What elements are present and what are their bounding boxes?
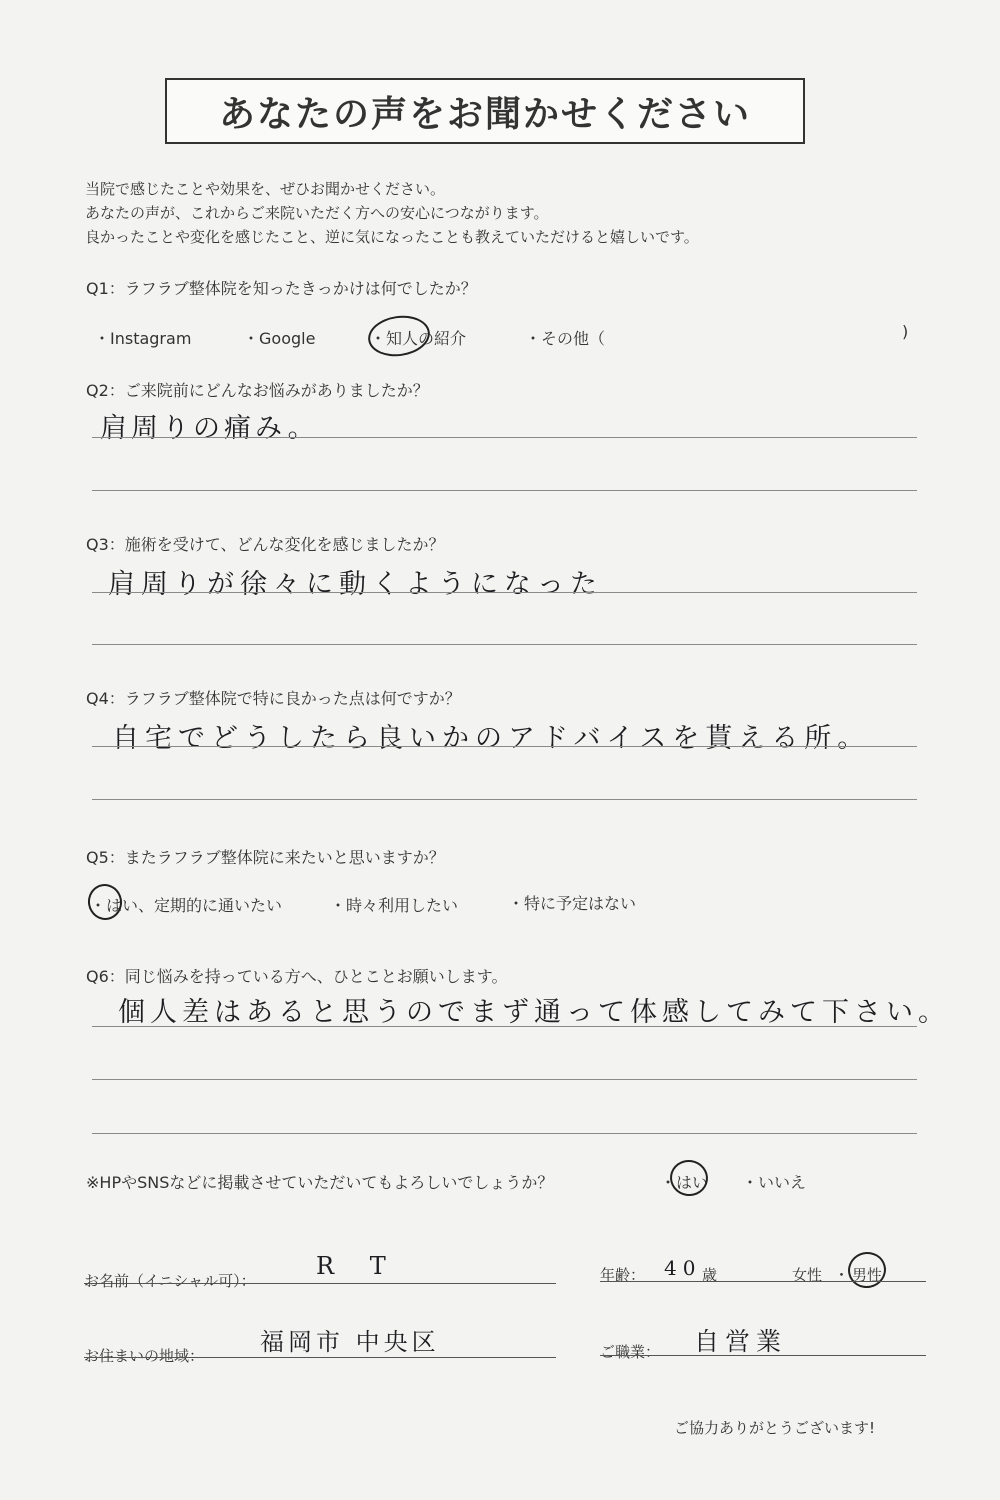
area-line <box>84 1357 556 1358</box>
job-line <box>600 1355 926 1356</box>
job-label: ご職業： <box>600 1343 661 1361</box>
thanks-message: ご協力ありがとうございます! <box>674 1419 876 1437</box>
age-gender-line <box>600 1281 926 1282</box>
q4-label: Q4：ラフラブ整体院で特に良かった点は何ですか？ <box>86 689 461 708</box>
name-line <box>84 1283 556 1284</box>
q2-answer-line-2 <box>92 490 917 491</box>
consent-no[interactable]: ・いいえ <box>742 1173 807 1192</box>
q4-answer[interactable]: 自宅でどうしたら良いかのアドバイスを貰える所。 <box>112 723 871 754</box>
q6-answer[interactable]: 個人差はあると思うのでまず通って体感してみて下さい。 <box>118 997 950 1028</box>
q3-answer-line-1 <box>92 592 917 593</box>
age-value[interactable]: 40 <box>664 1256 702 1280</box>
q4-answer-line-1 <box>92 746 917 747</box>
name-value[interactable]: R T <box>316 1252 400 1280</box>
area-label: お住まいの地域： <box>84 1347 205 1365</box>
q5-label: Q5：またラフラブ整体院に来たいと思いますか？ <box>86 848 445 867</box>
q6-answer-line-2 <box>92 1079 917 1080</box>
area-value[interactable]: 福岡市 中央区 <box>260 1328 440 1356</box>
q1-option-instagram[interactable]: ・Instagram <box>94 329 192 348</box>
q1-selection-circle <box>366 312 433 360</box>
q2-answer[interactable]: 肩周りの痛み。 <box>100 413 319 444</box>
q5-option-regular[interactable]: ・はい、定期的に通いたい <box>90 896 283 915</box>
job-value[interactable]: 自営業 <box>694 1327 788 1356</box>
name-label: お名前（イニシャル可）： <box>84 1272 256 1290</box>
age-unit: 歳 <box>702 1266 718 1284</box>
q6-answer-line-3 <box>92 1133 917 1134</box>
intro-line-1: 当院で感じたことや効果を、ぜひお聞かせください。 <box>85 180 446 198</box>
q3-answer-line-2 <box>92 644 917 645</box>
q3-answer[interactable]: 肩周りが徐々に動くようになった <box>108 569 603 600</box>
q3-label: Q3：施術を受けて、どんな変化を感じましたか？ <box>86 535 445 554</box>
age-label: 年齢： <box>600 1266 646 1284</box>
gender-selection-circle <box>845 1248 890 1291</box>
gender-separator: ・ <box>834 1266 850 1284</box>
q4-answer-line-2 <box>92 799 917 800</box>
q1-other-close: ) <box>902 322 909 341</box>
q6-answer-line-1 <box>92 1026 917 1027</box>
intro-line-3: 良かったことや変化を感じたこと、逆に気になったことも教えていただけると嬉しいです。 <box>85 228 699 246</box>
gender-female[interactable]: 女性 <box>792 1266 823 1284</box>
gender-male[interactable]: 男性 <box>852 1266 883 1284</box>
q1-label: Q1：ラフラブ整体院を知ったきっかけは何でしたか？ <box>86 279 477 298</box>
q2-label: Q2：ご来院前にどんなお悩みがありましたか？ <box>86 381 429 400</box>
consent-yes[interactable]: ・はい <box>660 1173 709 1192</box>
q5-option-no-plan[interactable]: ・特に予定はない <box>508 894 637 913</box>
q2-answer-line-1 <box>92 437 917 438</box>
q6-label: Q6：同じ悩みを持っている方へ、ひとことお願いします。 <box>86 967 508 986</box>
consent-label: ※HPやSNSなどに掲載させていただいてもよろしいでしょうか？ <box>86 1173 554 1192</box>
q1-option-google[interactable]: ・Google <box>243 329 316 348</box>
intro-line-2: あなたの声が、これからご来院いただく方への安心につながります。 <box>85 204 549 222</box>
q5-option-sometimes[interactable]: ・時々利用したい <box>330 896 459 915</box>
page-title: あなたの声をお聞かせください <box>165 78 805 144</box>
q5-selection-circle <box>85 881 125 922</box>
q1-option-referral[interactable]: ・知人の紹介 <box>370 329 467 348</box>
q1-option-other[interactable]: ・その他（ <box>525 329 606 348</box>
